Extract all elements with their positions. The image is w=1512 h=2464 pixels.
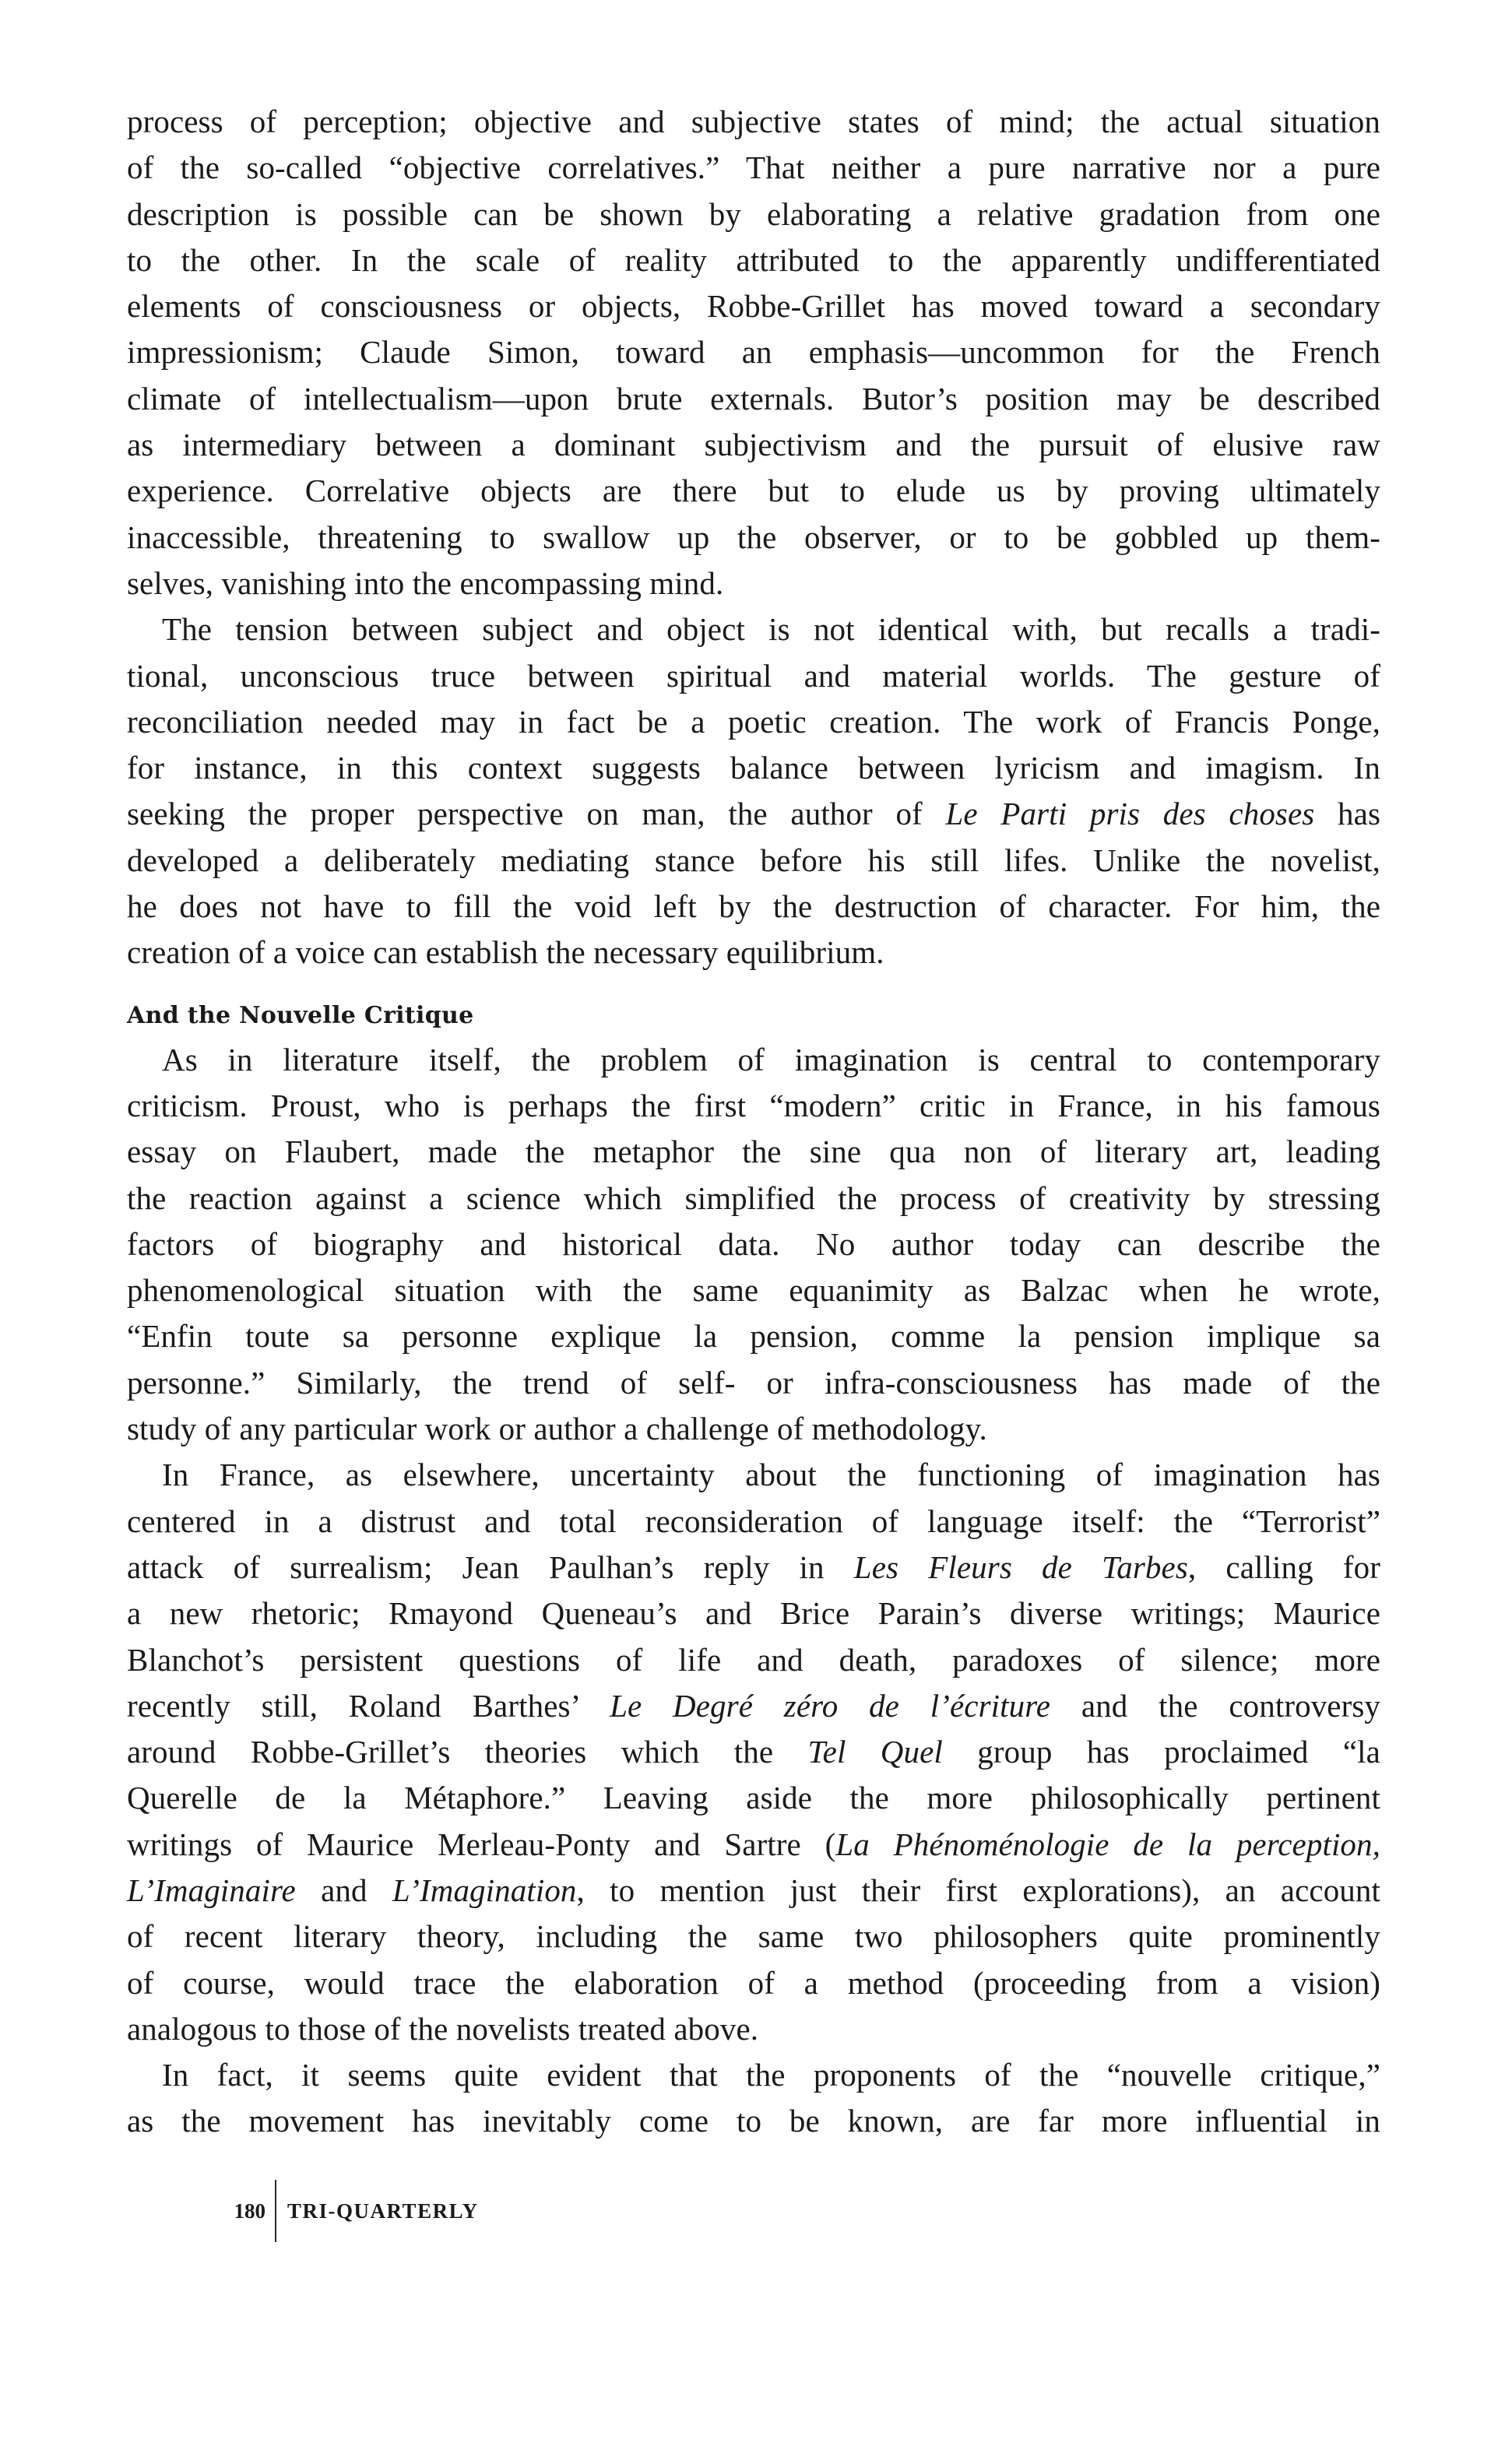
page-number: 180: [234, 2199, 265, 2223]
italic-title: Tel Quel: [807, 1734, 943, 1770]
text-line: seeking the proper perspective on man, the author of Le Parti pris des choses has: [127, 796, 1380, 832]
text-line: centered in a distrust and total reconsideration of language itself: the “Terrorist”: [127, 1503, 1380, 1539]
text-line: of the so-called “objective correlatives.” That neither a pure narrative nor a pure: [127, 149, 1380, 186]
text-line: tional, unconscious truce between spiritual and material worlds. The gesture of: [127, 657, 1380, 694]
text-line: analogous to those of the novelists treated above.: [127, 2010, 759, 2047]
text-line: study of any particular work or author a challenge of methodology.: [127, 1411, 987, 1447]
text-line: he does not have to fill the void left by the destruction of character. For him, the: [127, 888, 1380, 925]
text-line: As in literature itself, the problem of imagination is central to contemporary: [162, 1041, 1380, 1077]
text-line: a new rhetoric; Rmayond Queneau’s and Brice Parain’s diverse writings; Maurice: [127, 1595, 1380, 1632]
text-line: writings of Maurice Merleau-Ponty and Sartre (La Phénoménologie de la perception,: [127, 1826, 1380, 1862]
text-line: essay on Flaubert, made the metaphor the sine qua non of literary art, leading: [127, 1134, 1380, 1170]
paragraph-criticism-intro: [127, 1037, 1380, 1453]
text-line: recently still, Roland Barthes’ Le Degré zéro de l’écriture and the controversy: [127, 1687, 1381, 1724]
section-heading: And the Nouvelle Critique: [127, 1001, 474, 1029]
italic-title: L’Imaginaire: [127, 1872, 296, 1908]
text-line: criticism. Proust, who is perhaps the first “modern” critic in France, in his famous: [127, 1087, 1380, 1123]
text-line: experience. Correlative objects are there but to elude us by proving ultimately: [127, 473, 1380, 509]
text-line: process of perception; objective and subjective states of mind; the actual situation: [127, 104, 1380, 139]
paragraph-nouvelle-critique: [127, 2052, 1380, 2145]
paragraph-continuation: [127, 99, 1380, 606]
text-line: Querelle de la Métaphore.” Leaving aside the more philosophically pertinent: [127, 1780, 1380, 1816]
text-line: “Enfin toute sa personne explique la pension, comme la pension implique sa: [127, 1318, 1380, 1355]
italic-title: L’Imagination: [392, 1872, 577, 1908]
text-line: impressionism; Claude Simon, toward an emphasis—uncommon for the French: [127, 334, 1380, 371]
text-line: phenomenological situation with the same equanimity as Balzac when he wrote,: [127, 1272, 1380, 1309]
text-line: In France, as elsewhere, uncertainty about the functioning of imagination has: [162, 1457, 1380, 1493]
text-line: as intermediary between a dominant subjectivism and the pursuit of elusive raw: [127, 427, 1380, 463]
text-line: the reaction against a science which simplified the process of creativity by stressing: [127, 1179, 1380, 1216]
page-footer: [220, 2180, 479, 2242]
text-line: around Robbe-Grillet’s theories which the Tel Quel group has proclaimed “la: [127, 1734, 1380, 1770]
text-line: The tension between subject and object is not identical with, but recalls a tradi-: [162, 611, 1380, 648]
italic-title: Les Fleurs de Tarbes: [853, 1548, 1188, 1585]
text-line: climate of intellectualism—upon brute externals. Butor’s position may be described: [127, 380, 1380, 417]
paragraph-language-distrust: [127, 1452, 1380, 2052]
text-line: inaccessible, threatening to swallow up the observer, or to be gobbled up them-: [127, 518, 1380, 555]
text-line: as the movement has inevitably come to be known, are far more influential in: [127, 2103, 1380, 2139]
text-line: reconciliation needed may in fact be a poetic creation. The work of Francis Ponge,: [127, 703, 1380, 740]
text-line: creation of a voice can establish the necessary equilibrium.: [127, 934, 884, 971]
text-line: L’Imaginaire and L’Imagination, to mention just their first explorations), an account: [127, 1872, 1380, 1908]
text-line: description is possible can be shown by elaborating a relative gradation from one: [127, 195, 1380, 232]
text-line: developed a deliberately mediating stance before his still lifes. Unlike the novelist,: [127, 842, 1380, 878]
text-line: for instance, in this context suggests balance between lyricism and imagism. In: [127, 750, 1380, 786]
text-line: elements of consciousness or objects, Robbe-Grillet has moved toward a secondary: [127, 288, 1380, 325]
text-line: In fact, it seems quite evident that the proponents of the “nouvelle critique,”: [162, 2057, 1380, 2093]
text-line: of recent literary theory, including the same two philosophers quite prominently: [127, 1918, 1380, 1955]
text-line: of course, would trace the elaboration of a method (proceeding from a vision): [127, 1964, 1380, 2001]
text-line: to the other. In the scale of reality attributed to the apparently undifferentiated: [127, 241, 1380, 278]
book-page: [127, 99, 1380, 2145]
text-line: Blanchot’s persistent questions of life and death, paradoxes of silence; more: [127, 1641, 1380, 1678]
journal-title: TRI-QUARTERLY: [287, 2199, 479, 2223]
italic-title: La Phénoménologie de la perception,: [835, 1826, 1380, 1862]
text-line: attack of surrealism; Jean Paulhan’s reply in Les Fleurs de Tarbes, calling for: [127, 1548, 1380, 1585]
italic-title: Le Degré zéro de l’écriture: [610, 1687, 1051, 1724]
italic-title: Le Parti pris des choses: [945, 796, 1315, 832]
text-line: factors of biography and historical data. No author today can describe the: [127, 1225, 1380, 1262]
text-line: selves, vanishing into the encompassing mind.: [127, 564, 724, 601]
text-line: personne.” Similarly, the trend of self- or infra-consciousness has made of the: [127, 1364, 1380, 1401]
paragraph-ponge: [127, 606, 1380, 975]
